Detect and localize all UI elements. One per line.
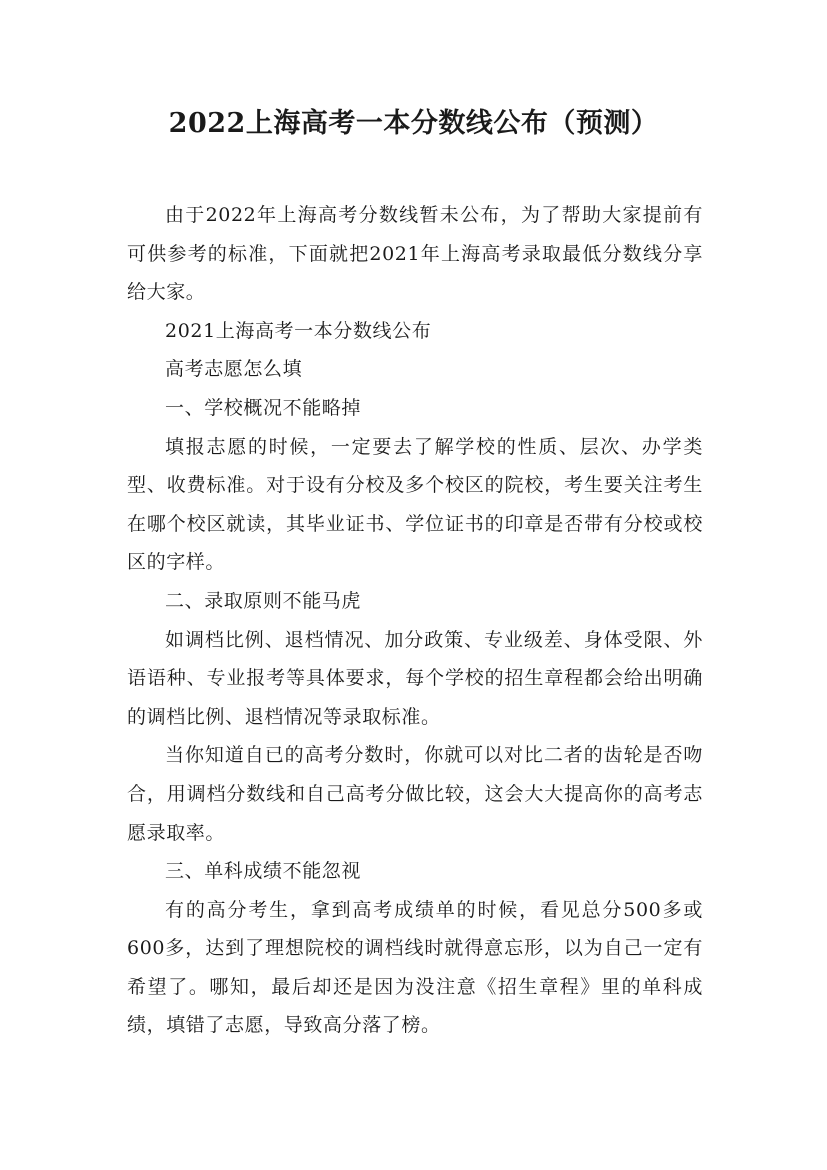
document-body — [127, 196, 703, 1045]
section-heading-how-to-fill: 高考志愿怎么填 — [165, 358, 303, 381]
subheading-single-subject: 三、单科成绩不能忽视 — [165, 860, 362, 883]
paragraph-compare-scores: 当你知道自已的高考分数时，你就可以对比二者的齿轮是否吻合，用调档分数线和自己高考分做比较，这会大大提高你的高考志愿录取率。 — [127, 744, 703, 844]
section-heading-2021-scores: 2021上海高考一本分数线公布 — [165, 319, 432, 342]
paragraph-single-subject: 有的高分考生，拿到高考成绩单的时候，看见总分500多或600多，达到了理想院校的调档线时就得意忘形，以为自己一定有希望了。哪知，最后却还是因为没注意《招生章程》里的单科成绩，填错了志愿，导致高分落了榜。 — [127, 898, 703, 1037]
document-title: 2022上海高考一本分数线公布（预测） — [168, 108, 659, 139]
paragraph-school-overview: 填报志愿的时候，一定要去了解学校的性质、层次、办学类型、收费标准。对于设有分校及多个校区的院校，考生要关注考生在哪个校区就读，其毕业证书、学位证书的印章是否带有分校或校区的字样。 — [127, 435, 703, 574]
subheading-school-overview: 一、学校概况不能略掉 — [165, 396, 362, 419]
subheading-admission-principles: 二、录取原则不能马虎 — [165, 589, 362, 612]
paragraph-admission-principles: 如调档比例、退档情况、加分政策、专业级差、身体受限、外语语种、专业报考等具体要求，每个学校的招生章程都会给出明确的调档比例、退档情况等录取标准。 — [127, 628, 703, 728]
intro-paragraph: 由于2022年上海高考分数线暂未公布，为了帮助大家提前有可供参考的标准，下面就把2021年上海高考录取最低分数线分享给大家。 — [127, 204, 703, 304]
